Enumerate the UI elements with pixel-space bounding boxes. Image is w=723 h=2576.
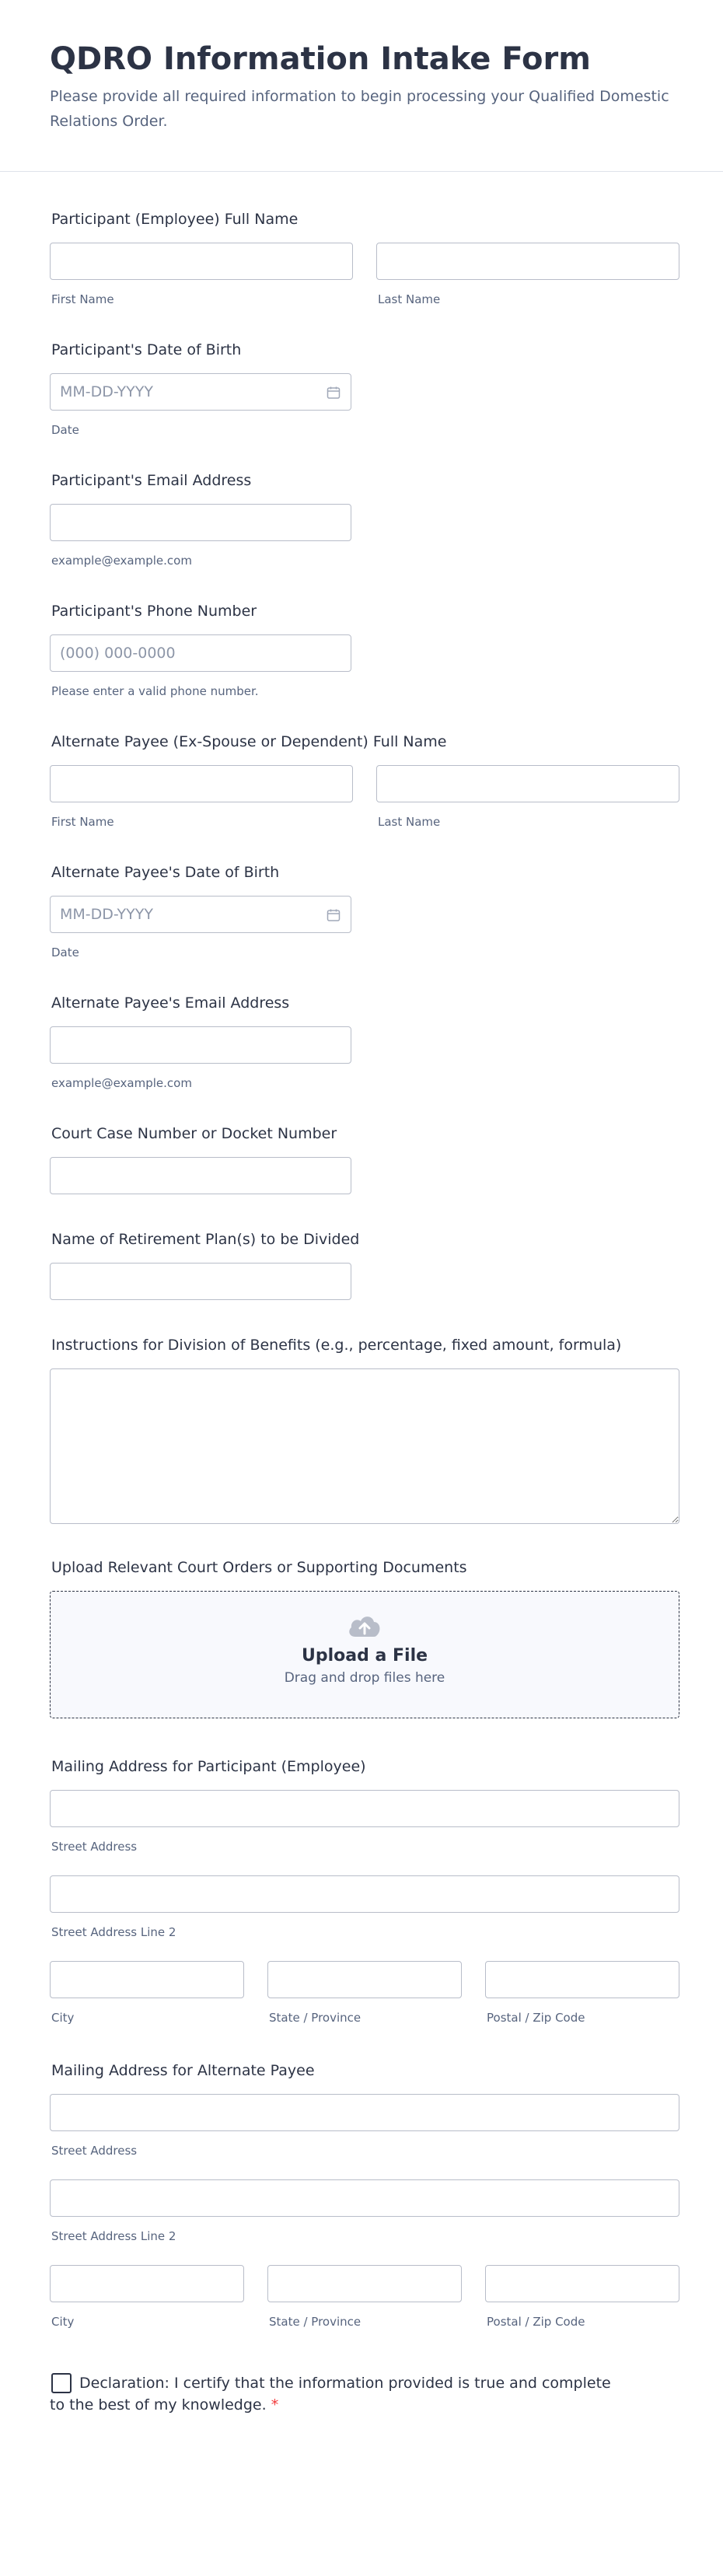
declaration-line-2-wrap — [50, 2393, 641, 2417]
participant-city-input[interactable] — [50, 1961, 244, 1998]
participant-phone-input[interactable] — [50, 634, 351, 672]
first-name-sublabel: First Name — [51, 815, 114, 829]
payee-city-input[interactable] — [50, 2265, 244, 2302]
field-label: Participant's Date of Birth — [51, 341, 242, 358]
case-number-field — [50, 1124, 679, 1202]
date-placeholder: MM-DD-YYYY — [60, 383, 153, 400]
field-label: Upload Relevant Court Orders or Supporting Documents — [51, 1559, 467, 1576]
last-name-sublabel: Last Name — [378, 815, 441, 829]
date-sublabel: Date — [51, 423, 79, 437]
form-description: Please provide all required information to begin processing your Qualified Domestic Relations Order. — [50, 88, 669, 130]
payee-street-input[interactable] — [50, 2094, 679, 2131]
payee-zip-input[interactable] — [485, 2265, 679, 2302]
street-sublabel: Street Address — [51, 2144, 138, 2158]
participant-zip-input[interactable] — [485, 1961, 679, 1998]
payee-dob-field — [50, 863, 679, 964]
calendar-icon[interactable] — [326, 385, 341, 400]
participant-dob-field — [50, 341, 679, 442]
payee-street2-input[interactable] — [50, 2179, 679, 2217]
payee-email-field — [50, 994, 679, 1095]
form-title: QDRO Information Intake Form — [50, 41, 591, 77]
plan-name-input[interactable] — [50, 1263, 351, 1300]
upload-hint: Drag and drop files here — [284, 1670, 445, 1686]
participant-email-field — [50, 471, 679, 572]
field-label: Participant (Employee) Full Name — [51, 211, 299, 228]
date-sublabel: Date — [51, 945, 79, 959]
required-asterisk: * — [271, 2396, 279, 2413]
participant-first-name-input[interactable] — [50, 243, 353, 280]
participant-street-input[interactable] — [50, 1790, 679, 1827]
last-name-sublabel: Last Name — [378, 292, 441, 306]
cloud-upload-icon — [346, 1612, 383, 1640]
form-header — [0, 0, 723, 172]
state-sublabel: State / Province — [269, 2011, 362, 2025]
city-sublabel: City — [51, 2011, 75, 2025]
declaration-line-2: to the best of my knowledge. — [50, 2396, 267, 2413]
upload-title: Upload a File — [301, 1646, 428, 1665]
email-sublabel: example@example.com — [51, 554, 192, 568]
street2-sublabel: Street Address Line 2 — [51, 2229, 176, 2243]
payee-first-name-input[interactable] — [50, 765, 353, 802]
participant-email-input[interactable] — [50, 504, 351, 541]
field-label: Participant's Phone Number — [51, 603, 257, 620]
declaration-line-1: Declaration: I certify that the information provided is true and complete — [79, 2375, 611, 2392]
field-label: Alternate Payee (Ex-Spouse or Dependent) Full Name — [51, 733, 447, 750]
field-label: Mailing Address for Participant (Employee) — [51, 1758, 366, 1775]
city-sublabel: City — [51, 2315, 75, 2329]
payee-last-name-input[interactable] — [376, 765, 679, 802]
payee-dob-input[interactable] — [50, 896, 351, 933]
field-label: Instructions for Division of Benefits (e.g., percentage, fixed amount, formula) — [51, 1337, 622, 1354]
field-label: Alternate Payee's Date of Birth — [51, 864, 280, 881]
payee-address-field — [50, 2061, 679, 2333]
case-number-input[interactable] — [50, 1157, 351, 1194]
street2-sublabel: Street Address Line 2 — [51, 1925, 176, 1939]
street-sublabel: Street Address — [51, 1840, 138, 1854]
payee-name-field — [50, 732, 679, 834]
upload-field — [50, 1558, 679, 1721]
instructions-textarea[interactable] — [50, 1368, 679, 1524]
field-label: Court Case Number or Docket Number — [51, 1125, 337, 1142]
participant-address-field — [50, 1757, 679, 2029]
payee-email-input[interactable] — [50, 1026, 351, 1064]
participant-phone-field — [50, 602, 679, 703]
participant-state-input[interactable] — [267, 1961, 462, 1998]
field-label: Name of Retirement Plan(s) to be Divided — [51, 1231, 360, 1248]
date-placeholder: MM-DD-YYYY — [60, 906, 153, 923]
phone-sublabel: Please enter a valid phone number. — [51, 684, 259, 698]
calendar-icon[interactable] — [326, 907, 341, 923]
zip-sublabel: Postal / Zip Code — [487, 2315, 585, 2329]
declaration-field — [50, 2372, 679, 2426]
zip-sublabel: Postal / Zip Code — [487, 2011, 585, 2025]
participant-street2-input[interactable] — [50, 1875, 679, 1913]
field-label: Alternate Payee's Email Address — [51, 994, 290, 1012]
email-sublabel: example@example.com — [51, 1076, 192, 1090]
payee-state-input[interactable] — [267, 2265, 462, 2302]
instructions-field — [50, 1336, 679, 1530]
field-label: Participant's Email Address — [51, 472, 252, 489]
first-name-sublabel: First Name — [51, 292, 114, 306]
participant-dob-input[interactable] — [50, 373, 351, 411]
phone-placeholder: (000) 000-0000 — [60, 645, 176, 662]
file-dropzone[interactable] — [50, 1591, 679, 1718]
state-sublabel: State / Province — [269, 2315, 362, 2329]
plan-name-field — [50, 1230, 679, 1308]
field-label: Mailing Address for Alternate Payee — [51, 2062, 315, 2079]
participant-name-field — [50, 210, 679, 311]
declaration-checkbox[interactable] — [51, 2373, 72, 2393]
participant-last-name-input[interactable] — [376, 243, 679, 280]
